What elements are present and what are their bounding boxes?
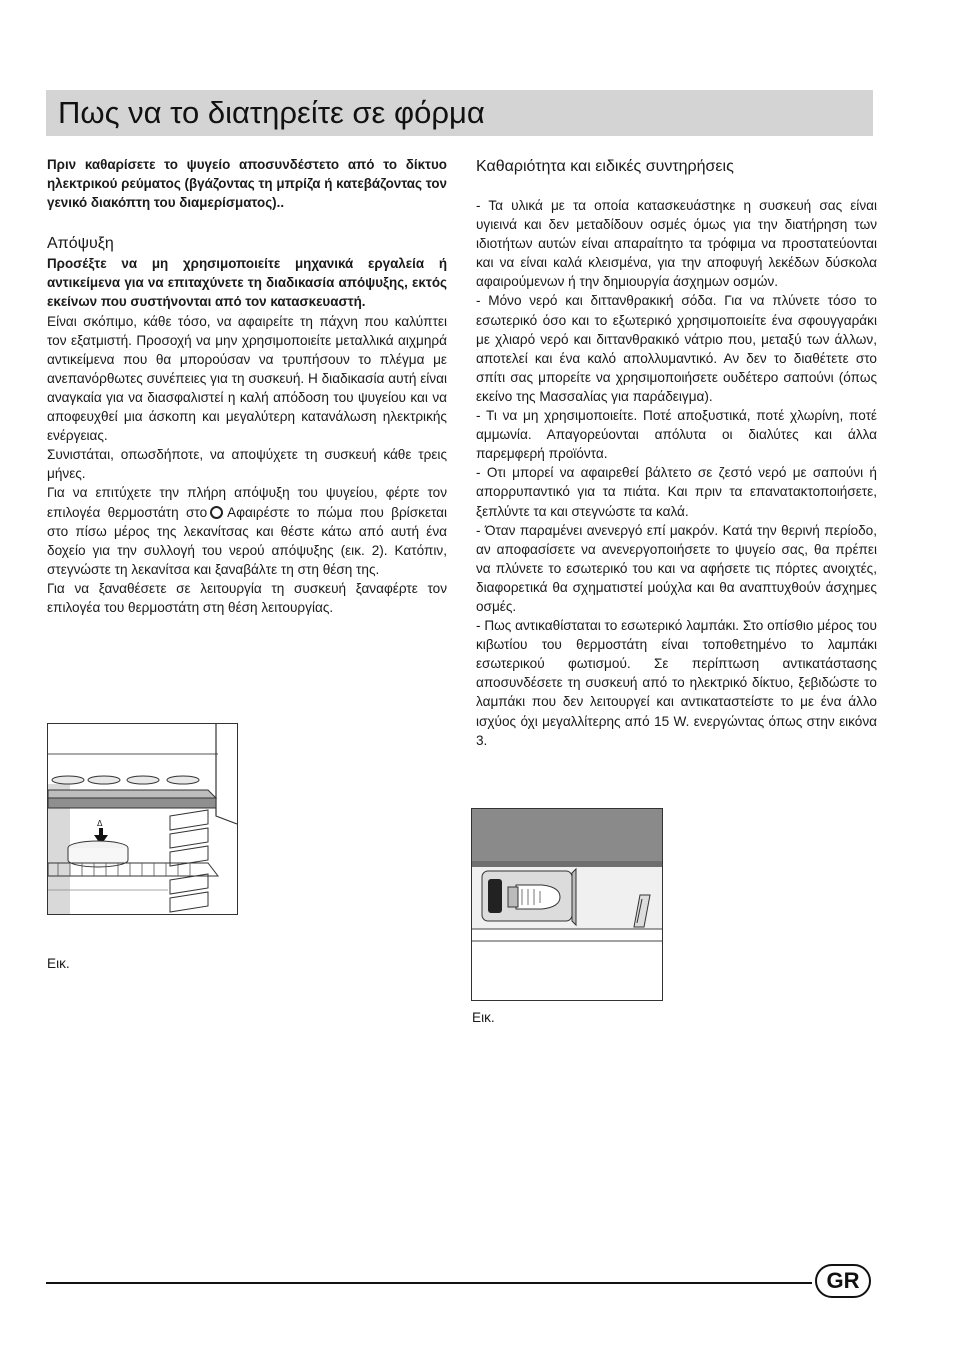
defrost-paragraph-3b: Αφαιρέστε το πώμα που βρίσκεται στο πίσω μέρος της λεκανίτσας και θέστε κάτω από αυτή ένα δοχείο για την συλλογή του νερού απόψυξης (εικ. 2). Κατόπιν, στεγνώστε τη λεκανίτσα και ξαναβάλτε τη στη θέση της. bbox=[47, 504, 448, 577]
footer-rule bbox=[46, 1282, 812, 1284]
figure-3-caption: Εικ. bbox=[472, 1010, 495, 1025]
right-column bbox=[476, 157, 877, 750]
language-badge: GR bbox=[815, 1264, 871, 1298]
cleaning-item: - Τα υλικά με τα οποία κατασκευάστηκε η συσκευή σας είναι υγιεινά και δεν μεταδίδουν οσμές όμως για την διατήρηση των ιδιοτήτων αυτών είναι απαραίτητο τα τρόφιμα να προστατεύονται και να είναι καλά κλεισμένα, για την αποφυγή λεκέδων δύσκολα αφαιρούμενων ή την δημιουργία άσχημων οσμών. bbox=[476, 198, 877, 290]
defrost-heading: Απόψυξη bbox=[47, 235, 114, 253]
page-title-bar bbox=[46, 90, 873, 136]
defrost-paragraph-2: Συνιστάται, οπωσδήποτε, να αποψύχετε τη συσκευή κάθε τρεις μήνες. bbox=[47, 447, 447, 482]
intro-paragraph: Πριν καθαρίσετε το ψυγείο αποσυνδέστετο από το δίκτυο ηλεκτρικού ρεύματος (βγάζοντας τη μπρίζα ή κατεβάζοντας τον γενικό διακόπτη του διαμερίσματος).. bbox=[47, 157, 447, 211]
svg-text:Δ: Δ bbox=[97, 819, 103, 828]
cleaning-heading: Καθαριότητα και ειδικές συντηρήσεις bbox=[476, 158, 734, 175]
defrost-paragraph-3 bbox=[47, 483, 447, 578]
defrost-paragraph-4: Για να ξαναθέσετε σε λειτουργία τη συσκευή ξαναφέρτε τον επιλογέα του θερμοστάτη στη θέση λειτουργίας. bbox=[47, 580, 447, 615]
figure-1-caption: Εικ. bbox=[47, 956, 70, 971]
figure-defrost-tray bbox=[47, 723, 238, 915]
defrost-paragraph-3a: Για να επιτύχετε την πλήρη απόψυξη του ψυγείου, φέρτε τον επιλογέα θερμοστάτη στο bbox=[47, 485, 447, 520]
lamp-illustration bbox=[472, 809, 662, 1000]
defrost-tray-illustration bbox=[48, 724, 237, 914]
cleaning-item: - Τι να μη χρησιμοποιείτε. Ποτέ αποξυστικά, ποτέ χλωρίνη, ποτέ αμμωνία. Απαγορεύονται απόλυτα οι διαλύτες και άλλα παρεμφερή προϊόντα. bbox=[476, 408, 877, 462]
cleaning-item: - Οτι μπορεί να αφαιρεθεί βάλτετο σε ζεστό νερό με σαπούνι ή απορρυπαντικό για τα πιάτα. Και πριν τα επανατακτοποιήσετε, ξεπλύντε τα και στεγνώστε τα καλά. bbox=[476, 465, 877, 519]
cleaning-item: - Όταν παραμένει ανενεργό επί μακρόν. Κατά την θερινή περίοδο, αν αποφασίσετε να ανενεργοποιήσετε το ψυγείο σας, θα πρέπει να πλύνετε το εσωτερικό του και να αφήσετε τις πόρτες ανοιχτές, διαφορετικά θα σχηματιστεί μούχλα και θα αναπτυχθούν άσχημες οσμές. bbox=[476, 522, 877, 614]
defrost-paragraph-1: Είναι σκόπιμο, κάθε τόσο, να αφαιρείτε τη πάχνη που καλύπτει τον εξατμιστή. Προσοχή να μην χρησιμοποιείτε μεταλλικά αιχμηρά αντικείμενα που θα μπορούσαν να τρυπήσουν το πλέγμα με ανεπανόρθωτες συνέπειες για τη συσκευή. Η διαδικασία αυτή είναι αναγκαία για να διασφαλιστεί η καλή απόδοση του ψυγείου και να αποφευχθεί μια άσκοπη και μεγαλύτερη κατανάλωση ηλεκτρικής ενέργειας. bbox=[47, 313, 447, 444]
left-column bbox=[47, 155, 447, 617]
page-title: Πως να το διατηρείτε σε φόρμα bbox=[58, 95, 485, 130]
figure-lamp-replacement bbox=[471, 808, 663, 1001]
thermostat-off-icon bbox=[210, 506, 223, 519]
cleaning-item: - Πως αντικαθίσταται το εσωτερικό λαμπάκι. Στο οπίσθιο μέρος του κιβωτίου του θερμοστάτη είναι τοποθετημένο το λαμπάκι εσωτερικού φωτισμού. Σε περίπτωση αντικατάστασης αποσυνδέσετε τη συσκευή από το ηλεκτρικό δίκτυο, ξεβιδώστε το λαμπάκι που δεν λειτουργεί και αντικαταστείστε το με ένα άλλο ισχύος όχι μεγαλλίτερης από 15 W. ενεργώντας όπως στην εικόνα 3. bbox=[476, 618, 877, 748]
cleaning-item: - Μόνο νερό και διττανθρακική σόδα. Για να πλύνετε τόσο το εσωτερικό όσο και το εξωτερικό χρησιμοποιείτε ένα σφουγγαράκι με χλιαρό νερό και διττανθρακικό νάτριο που, μεταξύ των άλλων, αποτελεί και ένα καλό απολλυμαντικό. Αν δεν το διαθέτετε στο σπίτι σας μπορείτε να χρησιμοποιήσετε ουδέτερο σαπούνι (όπως εκείνο της Μασσαλίας για παράδειγμα). bbox=[476, 293, 877, 404]
defrost-warning: Προσέξτε να μη χρησιμοποιείτε μηχανικά εργαλεία ή αντικείμενα για να επιταχύνετε τη διαδικασία απόψυξης, εκτός εκείνων που συστήνονται από τον κατασκευαστή. bbox=[47, 256, 447, 310]
